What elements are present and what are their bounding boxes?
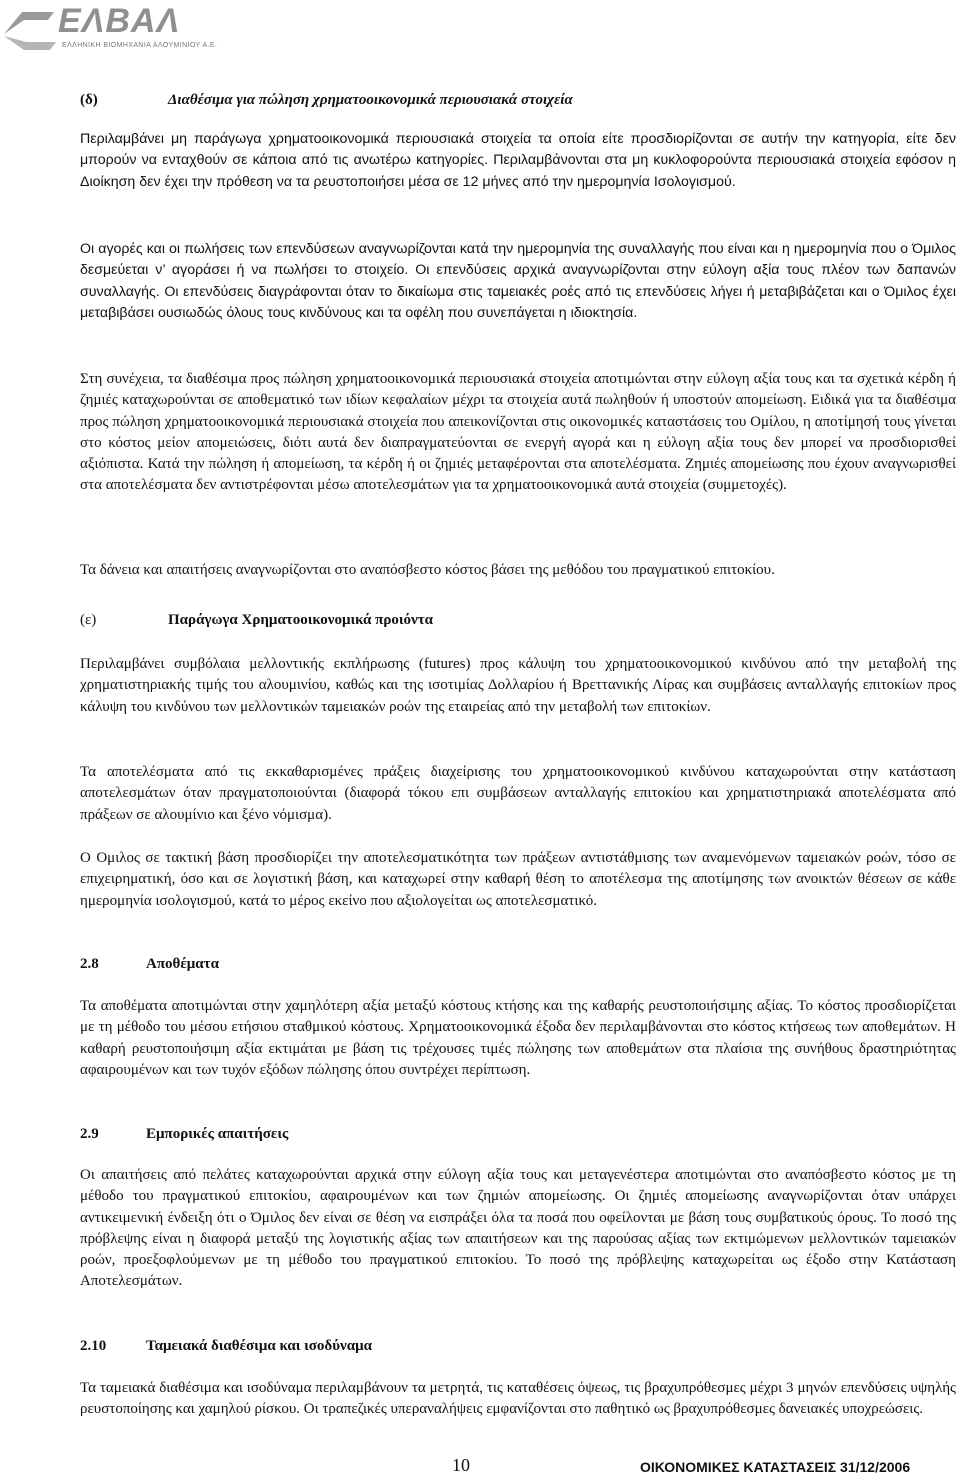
paragraph: Στη συνέχεια, τα διαθέσιμα προς πώληση χρηματοοικονομικά περιουσιακά στοιχεία αποτιμώνται στην εύλογη αξία τους και τα σχετικά κέρδη ή ζημιές καταχωρούνται σε αποθεματικό των ιδίων κεφαλαίων μέχρι τα στοιχεία αυτά πωληθούν ή υποστούν απομείωση. Ειδικά για τα διαθέσιμα προς πώληση χρηματοοικονομικά περιουσιακά στοιχεία που απεικονίζονται στις οικονομικές καταστάσεις του Ομίλου, η αποτίμησή τους γίνεται στο κόστος μείον απομειώσεις, διότι αυτά δεν διαπραγματεύονται σε ενεργή αγορά και η εύλογη αξία τους δεν μπορεί να προσδιορισθεί αξιόπιστα. Κατά την πώληση ή απομείωση, τα κέρδη ή οι ζημιές μεταφέρονται στα αποτελέσματα. Ζημιές απομείωσης που έχουν αναγνωρισθεί στα αποτελέσματα δεν αντιστρέφονται μέσω αποτελεσμάτων για τα χρηματοοικονομικά αυτά στοιχεία (συμμετοχές). [80, 371, 956, 494]
section-heading-2-10 [80, 1338, 372, 1355]
page-number: 10 [452, 1455, 470, 1475]
paragraph: Ο Ομιλος σε τακτική βάση προσδιορίζει την αποτελεσματικότητα των πράξεων αντιστάθμισης των αναμενόμενων ταμειακών ροών, τόσο σε επιχειρηματική, όσο και σε λογιστική βάση, και καταχωρεί στην καθαρή θέση το αποτέλεσμα της αποτίμησης των ανοικτών θέσεων σε κάθε ημερομηνία ισολογισμού, κατά το μέρος εκείνο που αξιολογείται ως αποτελεσματικό. [80, 850, 956, 909]
logo-text: ΕΛΒΑΛ [58, 2, 181, 40]
section-heading-d [80, 92, 573, 109]
section-number: (ε) [80, 612, 97, 628]
section-title: Παράγωγα Χρηματοοικονομικά προιόντα [168, 612, 434, 628]
logo-mark-icon [2, 6, 56, 54]
paragraph: Τα αποθέματα αποτιμώνται στην χαμηλότερη αξία μεταξύ κόστους κτήσης και της καθαρής ρευστοποιήσιμης αξίας. Το κόστος προσδιορίζεται με τη μέθοδο του μέσου ετήσιου σταθμικού κόστους. Χρηματοοικονομικά έξοδα δεν περιλαμβάνονται στο κόστος κτήσεως των αποθεμάτων. Η καθαρή ρευστοποιήσιμη αξία εκτιμάται με βάση τις τρέχουσες τιμές πώλησης των αποθεμάτων στα πλαίσια της συνήθους δραστηριότητας αφαιρουμένων και των τυχόν εξόδων πώλησης όπου συντρέχει περίπτωση. [80, 998, 956, 1078]
logo-subtitle: ΕΛΛΗΝΙΚΗ ΒΙΟΜΗΧΑΝΙΑ ΑΛΟΥΜΙΝΙΟΥ Α.Ε. [62, 42, 218, 49]
section-title: Εμπορικές απαιτήσεις [146, 1126, 289, 1142]
paragraph: Περιλαμβάνει μη παράγωγα χρηματοοικονομικά περιουσιακά στοιχεία τα οποία είτε προσδιορίζονται σε αυτήν την κατηγορία, είτε δεν μπορούν να ενταχθούν σε κάποια από τις ανωτέρω κατηγορίες. Περιλαμβάνονται στα μη κυκλοφορούντα περιουσιακά στοιχεία εφόσον η Διοίκηση δεν έχει την πρόθεση να τα ρευστοποιήσει μέσα σε 12 μήνες από την ημερομηνία Ισολογισμού. [80, 131, 956, 190]
section-number: 2.9 [80, 1126, 99, 1142]
paragraph: Περιλαμβάνει συμβόλαια μελλοντικής εκπλήρωσης (futures) προς κάλυψη του χρηματοοικονομικού κινδύνου από την μεταβολή της χρηματιστηριακής τιμής του αλουμινίου, καθώς και της ισοτιμίας Δολλαρίου ή Βρεττανικής Λίρας και συμβάσεις ανταλλαγής επιτοκίων προς κάλυψη του κινδύνου των μελλοντικών ταμειακών ροών της εταιρείας από την μεταβολή των επιτοκίων. [80, 656, 956, 715]
section-heading-2-9 [80, 1126, 288, 1143]
footer-document-title: ΟΙΚΟΝΟΜΙΚΕΣ ΚΑΤΑΣΤΑΣΕΙΣ 31/12/2006 [640, 1459, 911, 1475]
section-number: 2.10 [80, 1338, 107, 1354]
section-heading-e [80, 612, 433, 629]
paragraph: Τα ταμειακά διαθέσιμα και ισοδύναμα περιλαμβάνουν τα μετρητά, τις καταθέσεις όψεως, τις βραχυπρόθεσμες μέχρι 3 μηνών επενδύσεις υψηλής ρευστοποίησης και χαμηλού ρίσκου. Οι τραπεζικές υπεραναλήψεις εμφανίζονται στο παθητικό ως βραχυπρόθεσμες δανειακές υποχρεώσεις. [80, 1380, 956, 1418]
section-number: 2.8 [80, 956, 99, 972]
section-title: Διαθέσιμα για πώληση χρηματοοικονομικά περιουσιακά στοιχεία [168, 92, 573, 108]
paragraph: Οι αγορές και οι πωλήσεις των επενδύσεων αναγνωρίζονται κατά την ημερομηνία της συναλλαγής που είναι και η ημερομηνία που ο Όμιλος δεσμεύεται ν’ αγοράσει ή να πωλήσει το στοιχείο. Οι επενδύσεις αρχικά αναγνωρίζονται στην εύλογη αξία τους πλέον των δαπανών συναλλαγής. Οι επενδύσεις διαγράφονται όταν το δικαίωμα στις ταμειακές ροές από τις επενδύσεις λήγει ή μεταβιβάζεται και ο Όμιλος έχει μεταβιβάσει ουσιωδώς όλους τους κινδύνους και τα οφέλη που συνεπάγεται η ιδιοκτησία. [80, 241, 956, 321]
paragraph: Τα αποτελέσματα από τις εκκαθαρισμένες πράξεις διαχείρισης του χρηματοοικονομικού κινδύνου καταχωρούνται στην κατάσταση αποτελεσμάτων όταν πραγματοποιούνται (διαφορά τόκου επι συμβάσεων ανταλλαγής επιτοκίου και χρηματιστηριακά αποτελέσματα από πράξεων σε αλουμίνιο και ξένο νόμισμα). [80, 764, 956, 823]
section-title: Αποθέματα [146, 956, 219, 972]
paragraph: Οι απαιτήσεις από πελάτες καταχωρούνται αρχικά στην εύλογη αξία τους και μεταγενέστερα αποτιμώνται στο αναπόσβεστο κόστος με τη μέθοδο του πραγματικού επιτοκίου, αφαιρουμένων και των ζημιών απομείωσης. Οι ζημιές απομείωσης αναγνωρίζονται όταν υπάρχει αντικειμενική ένδειξη ότι ο Όμιλος δεν είναι σε θέση να εισπράξει όλα τα ποσά που οφείλονται με βάση τους συμβατικούς όρους. Το ποσό της πρόβλεψης είναι η διαφορά μεταξύ της λογιστικής αξίας των απαιτήσεων και της παρούσας αξίας των εκτιμώμενων μελλοντικών ταμειακών ροών, προεξοφλούμενων με τη μέθοδο του πραγματικού επιτοκίου. Το ποσό της πρόβλεψης καταχωρείται ως έξοδο στην Κατάσταση Αποτελεσμάτων. [80, 1167, 956, 1290]
section-title: Ταμειακά διαθέσιμα και ισοδύναμα [146, 1338, 372, 1354]
company-logo [0, 0, 240, 60]
section-heading-2-8 [80, 956, 219, 973]
paragraph: Τα δάνεια και απαιτήσεις αναγνωρίζονται στο αναπόσβεστο κόστος βάσει της μεθόδου του πραγματικού επιτοκίου. [80, 562, 775, 578]
section-number: (δ) [80, 92, 98, 108]
